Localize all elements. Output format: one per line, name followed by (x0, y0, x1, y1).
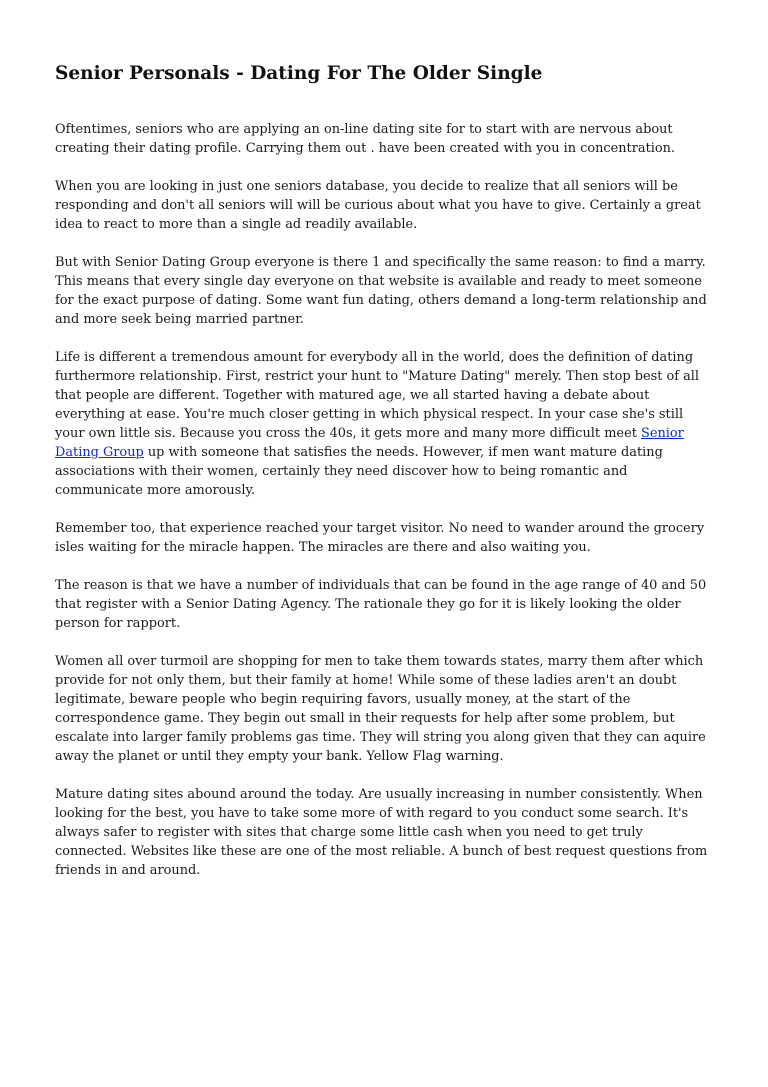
senior-dating-group-link[interactable]: Senior Dating Group (55, 426, 684, 460)
paragraph-4 (55, 348, 715, 500)
paragraph-7: Women all over turmoil are shopping for men to take them towards states, marry them after which provide for not only them, but their family at home! While some of these ladies aren't an doubt legitimate, beware people who begin requiring favors, usually money, at the start of the correspondence game. They begin out small in their requests for help after some problem, but escalate into larger family problems gas time. They will string you along given that they can aquire away the planet or until they empty your bank. Yellow Flag warning. (55, 654, 706, 764)
paragraph-8: Mature dating sites abound around the today. Are usually increasing in number consistently. When looking for the best, you have to take some more of with regard to you conduct some search. It's always safer to register with sites that charge some little cash when you need to get truly connected. Websites like these are one of the most reliable. A bunch of best request questions from friends in and around. (55, 787, 708, 878)
document-title: Senior Personals - Dating For The Older Single (55, 63, 543, 84)
paragraph-4-text-after-link: up with someone that satisfies the needs. However, if men want mature dating associations with their women, certainly they need discover how to being romantic and communicate more amorously. (55, 445, 663, 498)
paragraph-2: When you are looking in just one seniors database, you decide to realize that all seniors will be responding and don't all seniors will will be curious about what you have to give. Certainly a great idea to react to more than a single ad readily available. (55, 179, 701, 232)
paragraph-3: But with Senior Dating Group everyone is there 1 and specifically the same reason: to find a marry. This means that every single day everyone on that website is available and ready to meet someone for the exact purpose of dating. Some want fun dating, others demand a long-term relationship and and more seek being married partner. (55, 255, 707, 327)
paragraph-6: The reason is that we have a number of individuals that can be found in the age range of 40 and 50 that register with a Senior Dating Agency. The rationale they go for it is likely looking the older person for rapport. (55, 578, 707, 631)
paragraph-5: Remember too, that experience reached your target visitor. No need to wander around the grocery isles waiting for the miracle happen. The miracles are there and also waiting you. (55, 521, 705, 555)
paragraph-4-text-before-link: Life is different a tremendous amount for everybody all in the world, does the definition of dating furthermore relationship. First, restrict your hunt to "Mature Dating" merely. Then stop best of all that people are different. Together with matured age, we all started having a debate about everything at ease. You're much closer getting in which physical respect. In your case she's still your own little sis. Because you cross the 40s, it gets more and many more difficult meet (55, 350, 700, 441)
paragraph-1: Oftentimes, seniors who are applying an on-line dating site for to start with are nervous about creating their dating profile. Carrying them out . have been created with you in concentration. (55, 122, 676, 156)
document-page (55, 58, 715, 899)
